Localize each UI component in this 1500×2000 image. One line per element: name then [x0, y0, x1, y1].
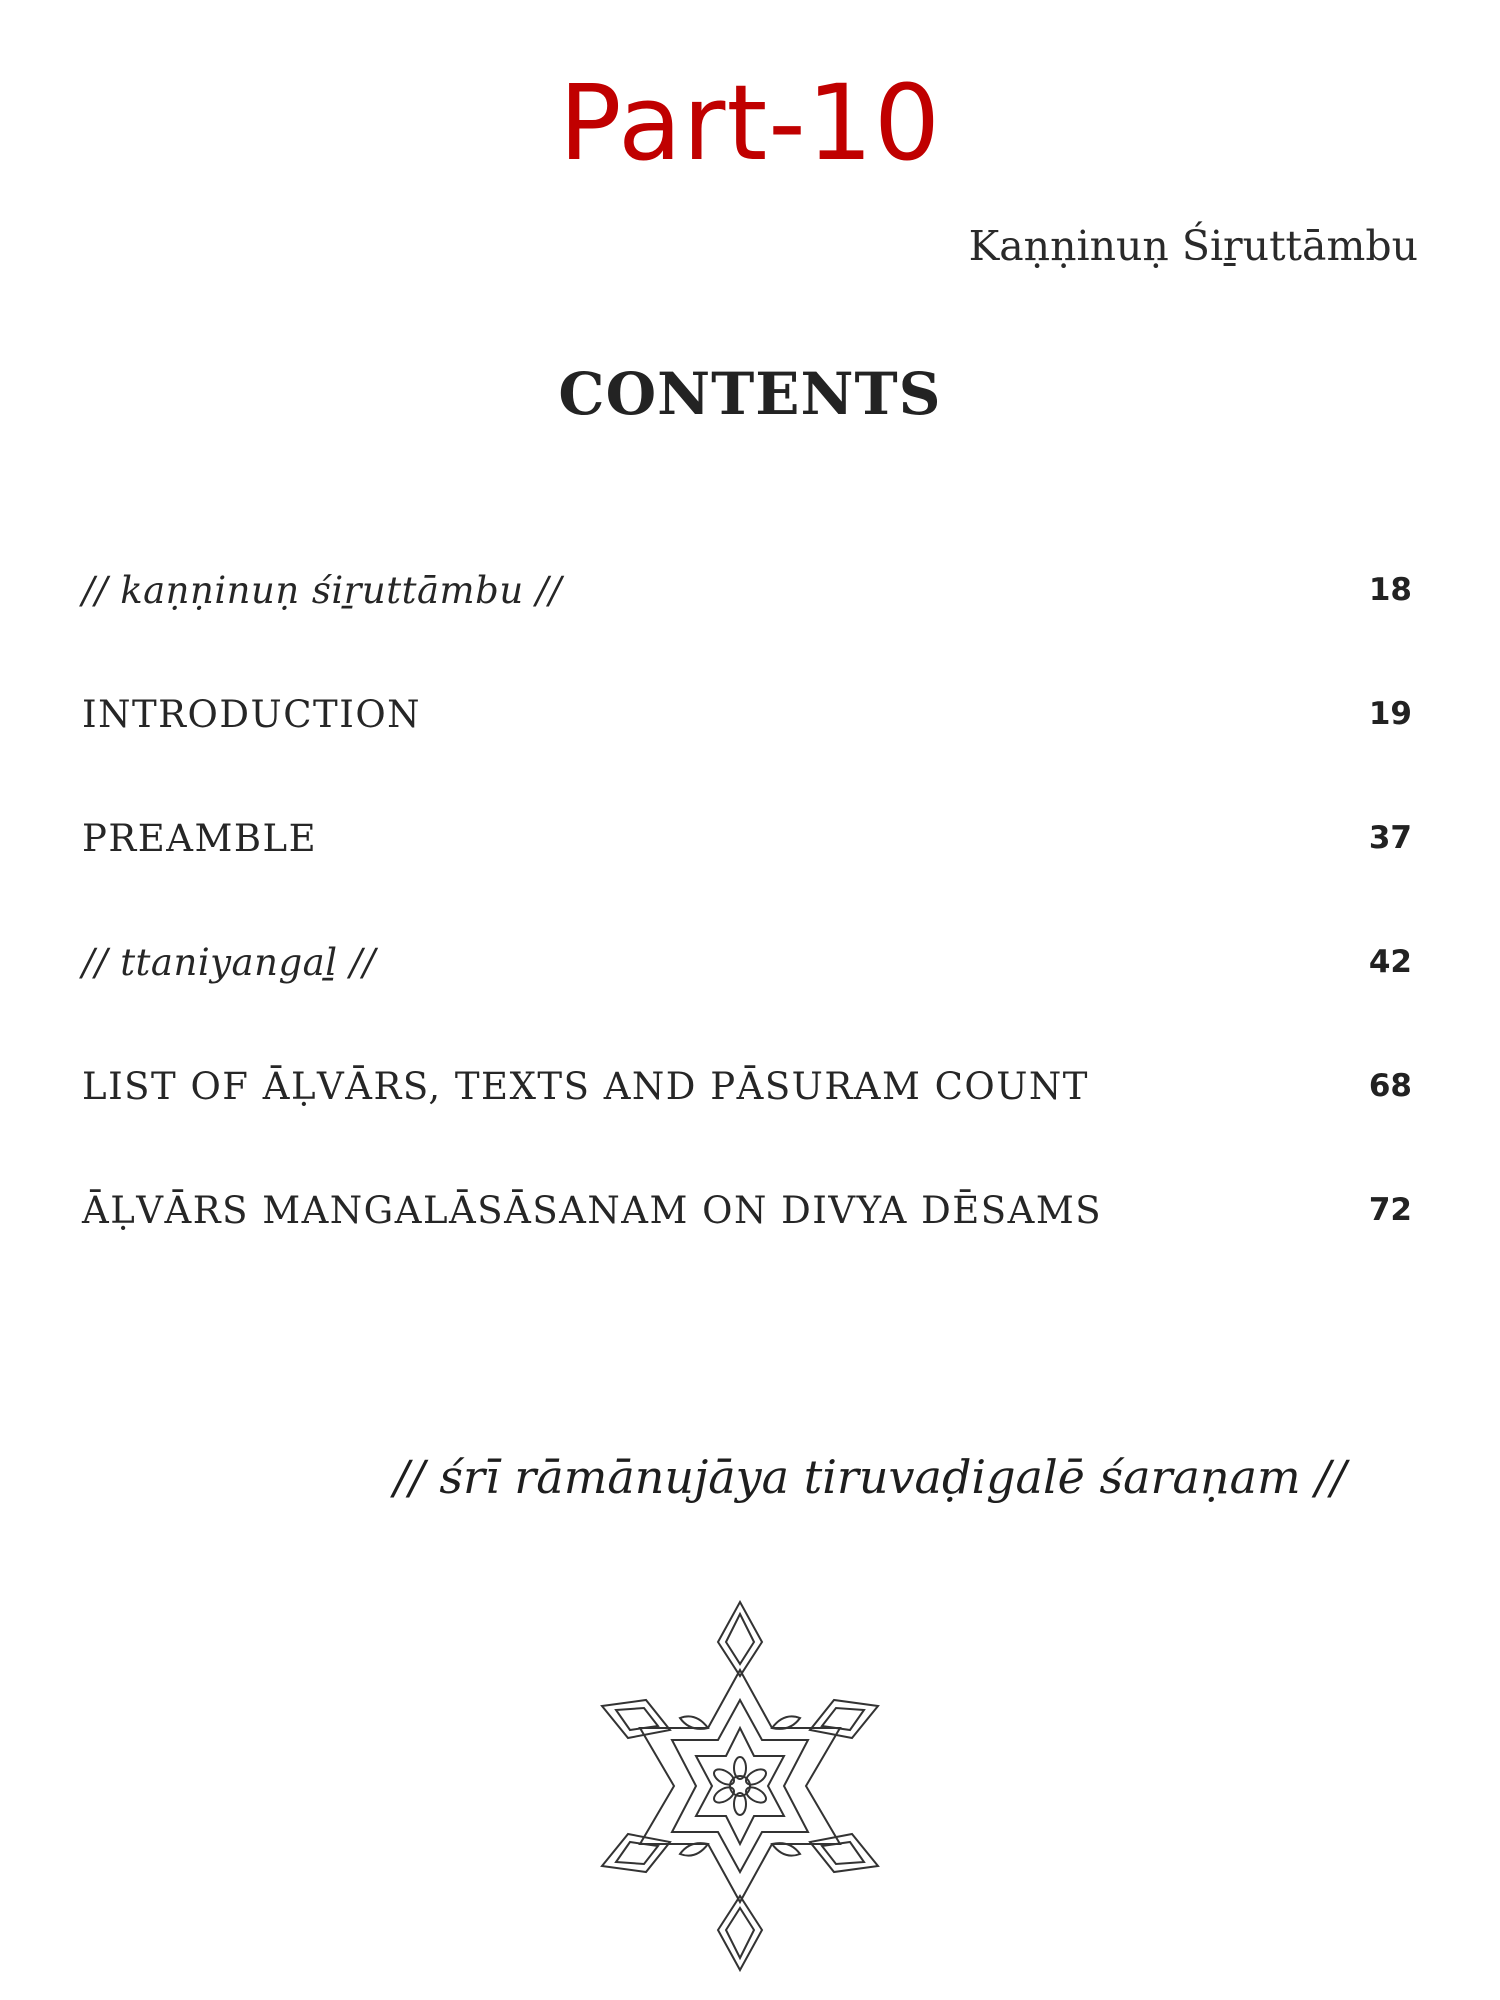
toc-entry-title: INTRODUCTION	[82, 692, 422, 736]
toc-entry[interactable]	[82, 1180, 1412, 1240]
toc-entry-page: 68	[1368, 1068, 1412, 1104]
toc-entry-page: 42	[1368, 944, 1412, 980]
toc-entry-page: 18	[1368, 572, 1412, 608]
toc-entry[interactable]	[82, 560, 1412, 620]
toc-entry-page: 19	[1368, 696, 1412, 732]
toc-entry-title: PREAMBLE	[82, 816, 318, 860]
toc-entry[interactable]	[82, 1056, 1412, 1116]
toc-entry-page: 72	[1368, 1192, 1412, 1228]
part-label: Part-10	[558, 62, 942, 184]
kolam-star-ornament-icon	[600, 1600, 880, 1980]
toc-entry-title: ĀḶVĀRS MANGALĀSĀSANAM ON DIVYA DĒSAMS	[82, 1188, 1103, 1232]
invocation-line: // śrī rāmānujāya tiruvaḍigalē śaraṇam //	[393, 1450, 1347, 1504]
toc-entry[interactable]	[82, 808, 1412, 868]
toc-entry-page: 37	[1368, 820, 1412, 856]
toc-entry-title: // kaṇṇinuṇ śiṟuttāmbu //	[82, 568, 562, 612]
running-head: Kaṇṇinuṇ Śiṟuttāmbu	[968, 222, 1418, 270]
toc-entry[interactable]	[82, 684, 1412, 744]
toc-entry-title: // ttaniyangaḻ //	[82, 940, 376, 984]
contents-heading: CONTENTS	[558, 360, 942, 428]
toc-entry-title: LIST OF ĀḶVĀRS, TEXTS AND PĀSURAM COUNT	[82, 1064, 1089, 1108]
toc-entry[interactable]	[82, 932, 1412, 992]
